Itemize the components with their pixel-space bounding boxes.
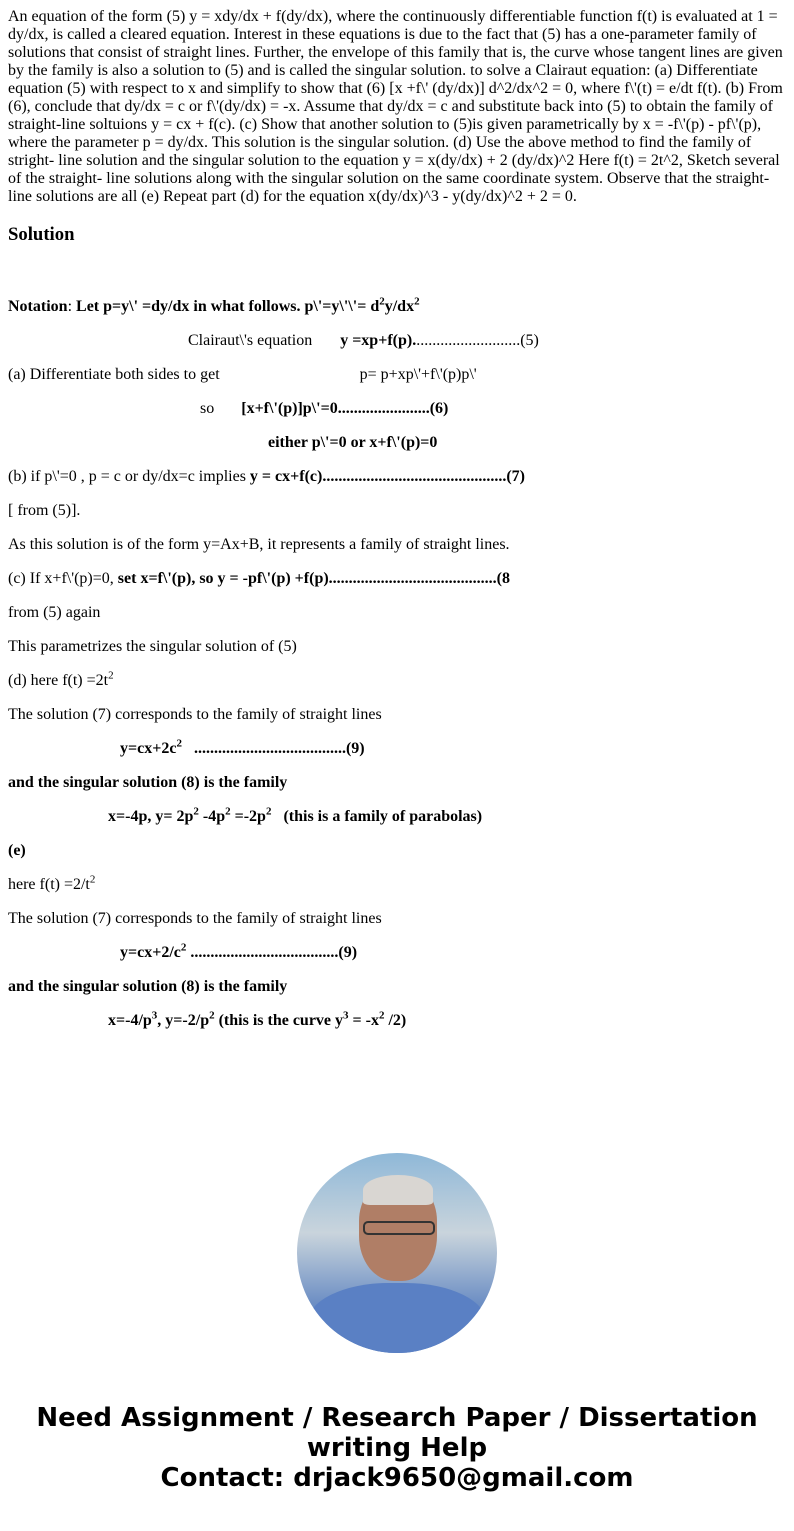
t: and the singular solution (8) is the family (8, 978, 288, 995)
notation-line (8, 295, 786, 316)
eq (108, 805, 483, 825)
eq: [x+f\'(p)]p\'=0.......................(6) (241, 400, 449, 417)
t: /2) (384, 1012, 407, 1029)
sup: 2 (180, 941, 187, 954)
document (0, 8, 794, 1030)
shirt (307, 1283, 487, 1353)
t: y=cx+2/c (120, 944, 181, 961)
clairaut-line (8, 332, 786, 350)
t: (a) Differentiate both sides to get (8, 366, 220, 383)
eq: p= p+xp\'+f\'(p)p\' (359, 366, 477, 383)
sup: 3 (343, 1009, 349, 1022)
sol7b-line: The solution (7) corresponds to the family of straight lines (8, 910, 382, 927)
contact-banner (0, 1403, 794, 1493)
t: and the singular solution (8) is the family (8, 774, 288, 791)
eq6-line (8, 400, 786, 418)
t: (c) If x+f\'(p)=0, (8, 570, 118, 587)
sup: 2 (176, 737, 182, 750)
part-e-label (8, 842, 786, 860)
t: ..........................(5) (416, 332, 539, 349)
t: Let p=y\' =dy/dx in what follows. p\'=y\'\'= d (76, 298, 380, 315)
glasses-icon (363, 1221, 435, 1235)
author-avatar (297, 1153, 497, 1353)
part-d-line (8, 669, 786, 690)
sup: 2 (209, 1009, 215, 1022)
t: (this is the curve y (214, 1012, 344, 1029)
sup: 2 (379, 295, 385, 308)
t: =-2p (230, 808, 266, 825)
sup: 2 (108, 669, 114, 682)
notation-text (76, 295, 420, 315)
part-a-line (8, 366, 786, 384)
t: y=cx+2c (120, 740, 177, 757)
family-line: As this solution is of the form y=Ax+B, it represents a family of straight lines. (8, 536, 510, 553)
t: .....................................(9) (186, 944, 358, 961)
eq: either p\'=0 or x+f\'(p)=0 (268, 434, 438, 451)
part-b-line (8, 468, 786, 486)
d-sing-line (8, 805, 786, 826)
eq: y =xp+f(p). (340, 332, 417, 349)
contact-email[interactable]: Contact: drjack9650@gmail.com (160, 1463, 634, 1493)
sing2-line (8, 978, 786, 996)
t: (b) if p\'=0 , p = c or dy/dx=c implies (8, 468, 250, 485)
sup: 2 (378, 1009, 385, 1022)
notation-label: Notation (8, 298, 68, 315)
eq (120, 941, 358, 961)
t: Clairaut\'s equation (188, 332, 313, 349)
eq: set x=f\'(p), so y = -pf\'(p) +f(p)..........................................(8 (117, 570, 510, 587)
e-sing-line (8, 1009, 786, 1030)
sing-line (8, 774, 786, 792)
t: , y=-2/p (157, 1012, 210, 1029)
sup: 2 (414, 295, 420, 308)
sup: 2 (225, 805, 231, 818)
t: x=-4p, y= 2p (108, 808, 194, 825)
solution-heading: Solution (8, 224, 75, 245)
part-c-line (8, 570, 786, 588)
colon: : (67, 298, 77, 315)
t: y/dx (384, 298, 415, 315)
sup: 2 (89, 873, 96, 886)
eq9a-line (8, 737, 786, 758)
question-text: An equation of the form (5) y = xdy/dx + f(dy/dx), where the continuously differentiable function f(t) is evaluated at 1 = dy/dx, is called a cleared equation. Interest in these equations is due to the fact that (5) has a one-parameter family of solutions that consist of straight lines. Further, the envelope of this family that is, the curve whose tangent lines are given by the family is also a solution to (5) and is called the singular solution. to solve a Clairaut equation: (a) Differentiate equation (5) with respect to x and simplify to show that (6) [x +f\' (dy/dx)] d^2/dx^2 = 0, where f\'(t) = e/dt f(t). (b) From (6), conclude that dy/dx = c or f\'(dy/dx) = -x. Assume that dy/dx = c and substitute back into (5) to obtain the family of straight-line soltuions y = cx + f(c). (c) Show that another solution to (5)is given parametrically by x = -f\'(p) - pf\'(p), where the parameter p = dy/dx. This solution is the singular solution. (d) Use the above method to find the family of stright- line solution and the singular solution to the equation y = x(dy/dx) + 2 (dy/dx)^2 Here f(t) = 2t^2, Sketch several of the straight- line solutions along with the singular solution on the same coordinate system. Observe that the straight- line solutions are all (e) Repeat part (d) for the equation x(dy/dx)^3 - y(dy/dx)^2 + 2 = 0. (8, 8, 783, 205)
param-line: This parametrizes the singular solution of (5) (8, 638, 297, 655)
t: -4p (198, 808, 226, 825)
from5-line: [ from (5)]. (8, 502, 81, 519)
sup: 2 (193, 805, 199, 818)
either-line (8, 434, 786, 452)
hair (363, 1175, 433, 1205)
part-e-line (8, 873, 786, 894)
sol7-line: The solution (7) corresponds to the family of straight lines (8, 706, 382, 723)
banner-line: writing Help (306, 1433, 488, 1463)
t: (e) (8, 842, 26, 859)
t: ......................................(9) (181, 740, 365, 757)
t: = -x (348, 1012, 379, 1029)
t: so (200, 400, 215, 417)
eq (120, 737, 365, 757)
sup: 3 (151, 1009, 158, 1022)
eq9b-line (8, 941, 786, 962)
t: here f(t) =2/t (8, 876, 90, 893)
eq: y = cx+f(c)..............................................(7) (249, 468, 525, 485)
t: (this is a family of parabolas) (271, 808, 483, 825)
t: x=-4/p (108, 1012, 152, 1029)
banner-line: Need Assignment / Research Paper / Dissertation (36, 1403, 758, 1433)
eq (108, 1009, 407, 1029)
t: (d) here f(t) =2t (8, 672, 109, 689)
from5again-line: from (5) again (8, 604, 101, 621)
sup: 2 (265, 805, 272, 818)
